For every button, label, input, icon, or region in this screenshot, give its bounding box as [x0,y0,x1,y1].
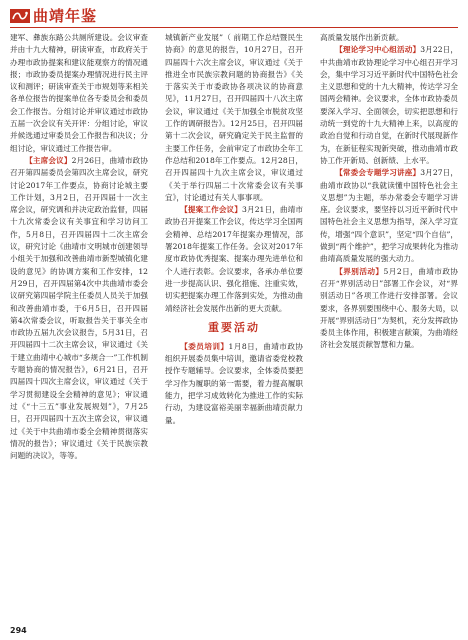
paragraph: 城镇新产业发展”（ 前期工作总结暨民生协商》的意见的报告，10月27日，召开四届四十六次主席会议，审议通过《关于推进全市民族宗教问题的协商报告》《关于落实关于市委政协各项决议的协商意见》，11月27日，召开四届四十八次主席会议，审议通过《关于加强全市脱贫攻坚工作的调研报告》。12月25日，召开四届第十二次会议，研究确定关于民主监督的主要工作任务，会前审定了市政协全年工作总结和2018年工作要点。12月28日，召开四届四十九次主席会议，审议通过《关于举行四届二十次常委会议有关事宜》，讨论通过有关人事事项。 [165,33,303,202]
text-column-2 [165,32,303,427]
paragraph-body: 5月2日，曲靖市政协召开“界别活动日”部署工作会议，对“界别活动日”各项工作进行安排部署。会议要求，各界别要围绕中心、服务大局，以开展“界别活动日”为契机，充分发挥政协委员主体作用，积极建言献策，为曲靖经济社会发展贡献智慧和力量。 [320,266,458,350]
paragraph: 建军、彝族东路公共厕所建设。会议审查并由十九大精神，研读审查，市政府关于办理市政协提案和建议能观察方的情况通报；市政协委员提案办理情况进行民主评议和测评；研读审查关于市规划等来相关各单位报告的提案单位各专委员会和委员会工作报告。分组讨论并审议通过市政协五届一次会议有关开评：分组讨论，审议并候选通过审委员会工作报告和决议；分组讨论，审议通过工作报告审。 [10,33,148,153]
yearbook-title: 曲靖年鉴 [33,7,98,25]
paragraph [10,155,148,462]
paragraph [320,167,458,265]
section-lead: 【委员培训】 [180,341,229,351]
paragraph-body: 3月21日，曲靖市政协召开提案工作会议，传达学习全国两会精神、总结2017年提案办理情况，部署2018年提案工作任务。会议对2017年度市政协优秀提案、提案办理先进单位和个人进行表彰。会议要求，各承办单位要进一步提高认识、强化措施、注重实效，切实把提案办理工作落到实处，为推动曲靖经济社会发展作出新的更大贡献。 [165,205,304,313]
section-lead: 【主席会议】 [25,155,72,165]
section-lead: 【理论学习中心组活动】 [335,45,421,55]
paragraph-body: 1月8日，曲靖市政协组织开展委员集中培训，邀请省委党校教授作专题辅导。会议要求，全体委员要把学习作为履职的第一需要，着力提高履职能力，把学习成效转化为推进工作的实际行动，为建设富裕美丽幸福新曲靖贡献力量。 [165,341,303,425]
dragon-seal-icon [10,9,30,23]
page-header [0,0,468,30]
page-number: 294 [10,626,27,635]
section-lead: 【提案工作会议】 [180,205,243,215]
section-title: 重要活动 [208,320,260,334]
section-lead: 【常委会专题学习讲座】 [335,168,421,178]
paragraph-body: 2月26日，曲靖市政协召开第四届委员会第四次主席会议，研究讨论2017年工作要点，协商讨论城主要工作计划，3月2日，召开四届十一次主席会议，研究调和并决定政治监督，四届十九次常委会议有关事宜和学习访问工作，5月8日，召开四届四十二次主席会议，研究讨论《曲靖市文明城市创建领导小组关于加强和改善曲靖市新型城镇化建设的意见》的协调方案和工作安排，12月29日，召开四届第4次中共曲靖市委会议研究第四届学院主任委员人员关于加强和改善曲靖市委，于6月5日，召开四届第4次常委会议，听取报告关于事关全市市政协五届九次会议报告，5月31日，召开四届四十二次主席会议，审议通过《关于建立曲靖中心城市“多规合一”工作机制专题协商的情况报告》，6月21日，召开四届四十四次主席会议，审议通过《关于学习贯彻建设全会精神的意见》；审议通过《“十三五”事业发展规划”》，7月25日，召开四届四十五次主席会议，审议通过《关于中共曲靖市委全会精神贯彻落实情况的报告》；审议通过《关于民族宗教问题的决议》，等等。 [10,155,149,461]
paragraph-body: 3月22日，中共曲靖市政协理论学习中心组召开学习会，集中学习习近平新时代中国特色社会主义思想和党的十九大精神，传达学习全国两会精神。会议要求，全体市政协委员要深入学习、全面领会，切实把思想和行动统一到党的十九大精神上来，以高度的政治自觉和行动自觉，在新时代展现新作为，在新征程实现新突破，推动曲靖市政协工作开新局、创新绩、上水平。 [320,45,458,165]
header-rule [10,27,458,28]
paragraph [320,44,458,167]
text-column-3 [320,32,458,352]
text-column-1 [10,32,148,462]
section-lead: 【界别活动】 [335,266,384,276]
paragraph [165,204,303,315]
paragraph: 高质量发展作出新贡献。 [320,33,404,42]
paragraph [320,266,458,352]
paragraph [165,341,303,427]
paragraph-body: 3月27日，曲靖市政协以“我就读懂中国特色社会主义思想”为主题，举办常委会专题学习讲座。会议要求，要坚持以习近平新时代中国特色社会主义思想为指导，深入学习宣传，增强“四个意识”，坚定“四个自信”，做到“两个维护”，把学习成果转化为推动曲靖高质量发展的强大动力。 [320,168,458,264]
